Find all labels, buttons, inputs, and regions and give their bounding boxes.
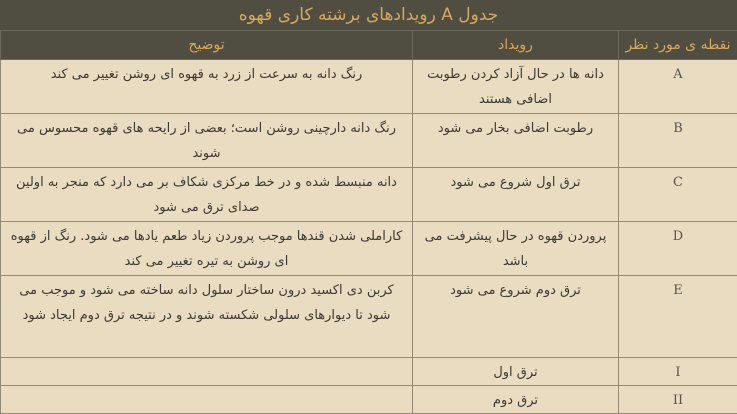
description-cell: دانه منبسط شده و در خط مرکزی شکاف بر می دارد که منجر به اولین صدای ترق می شود — [1, 168, 413, 222]
event-cell: ترق اول — [413, 358, 619, 386]
table-row — [1, 60, 737, 114]
table-row — [1, 386, 737, 414]
event-cell: پروردن قهوه در حال پیشرفت می باشد — [413, 222, 619, 276]
event-cell: دانه ها در حال آزاد کردن رطوبت اضافی هستند — [413, 60, 619, 114]
point-cell: I — [619, 358, 737, 386]
header-description: توضیح — [1, 31, 413, 60]
point-cell: B — [619, 114, 737, 168]
description-cell: رنگ دانه به سرعت از زرد به قهوه ای روشن تغییر می کند — [1, 60, 413, 114]
table-title: جدول A رویدادهای برشته کاری قهوه — [0, 0, 737, 30]
event-cell: رطوبت اضافی بخار می شود — [413, 114, 619, 168]
description-cell — [1, 358, 413, 386]
event-cell: ترق دوم شروع می شود — [413, 276, 619, 358]
point-cell: II — [619, 386, 737, 414]
description-cell: کربن دی اکسید درون ساختار سلول دانه ساخته می شود و موجب می شود تا دیوارهای سلولی شکسته شوند و در نتیجه ترق دوم ایجاد شود — [1, 276, 413, 358]
table-row — [1, 222, 737, 276]
header-event: رویداد — [413, 31, 619, 60]
point-cell: A — [619, 60, 737, 114]
point-cell: E — [619, 276, 737, 358]
event-cell: ترق دوم — [413, 386, 619, 414]
description-cell: رنگ دانه دارچینی روشن است؛ بعضی از رایحه های قهوه محسوس می شوند — [1, 114, 413, 168]
table-row — [1, 358, 737, 386]
point-cell: C — [619, 168, 737, 222]
description-cell: کاراملی شدن قندها موجب پروردن زیاد طعم یادها می شود. رنگ از قهوه ای روشن به تیره تغییر می کند — [1, 222, 413, 276]
point-cell: D — [619, 222, 737, 276]
header-point: نقطه ی مورد نظر — [619, 31, 737, 60]
event-cell: ترق اول شروع می شود — [413, 168, 619, 222]
description-cell — [1, 386, 413, 414]
table-row — [1, 114, 737, 168]
table-row — [1, 276, 737, 358]
header-row — [1, 31, 737, 60]
table-row — [1, 168, 737, 222]
roasting-events-table — [0, 30, 737, 414]
